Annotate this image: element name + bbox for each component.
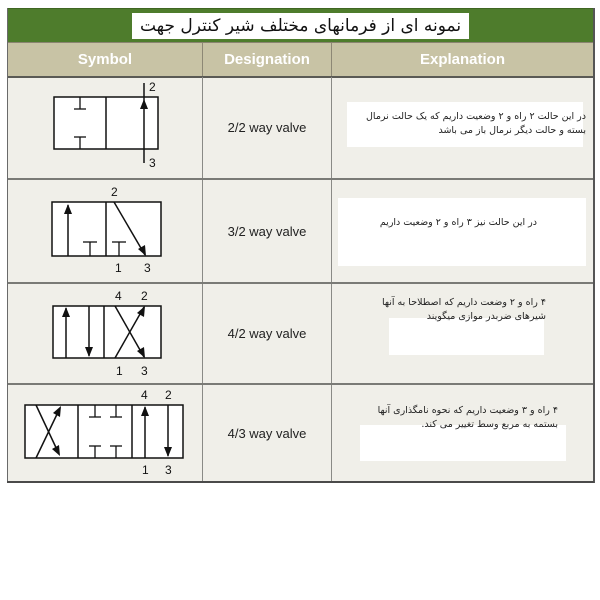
valve-table xyxy=(7,8,595,483)
table-row xyxy=(8,180,593,284)
explanation-line: در این حالت نیز ۳ راه و ۲ وضعیت داریم xyxy=(379,217,537,228)
port-label-1: 1 xyxy=(142,463,149,477)
explanation-text xyxy=(346,110,586,138)
table-bottom-border xyxy=(7,481,594,483)
port-label-2: 2 xyxy=(165,388,172,402)
explanation-line: ۴ راه و ۳ وضعیت داریم که نحوه نامگذاری آنها xyxy=(377,405,558,416)
port-label-4: 4 xyxy=(141,388,148,402)
explanation-line: بسته و حالت دیگر نرمال باز می باشد xyxy=(438,125,586,136)
port-label-2: 2 xyxy=(149,80,156,94)
port-label-3: 3 xyxy=(165,463,172,477)
explanation-line: بستمه به مربع وسط تغییر می کند. xyxy=(421,419,558,430)
port-label-3: 3 xyxy=(144,261,151,275)
designation-cell: 2/2 way valve xyxy=(203,77,332,178)
table-row xyxy=(8,284,593,385)
port-label-1: 1 xyxy=(116,364,123,378)
explanation-cell xyxy=(332,284,593,383)
symbol-cell xyxy=(8,284,203,383)
port-label-2: 2 xyxy=(111,185,118,199)
port-label-1: 1 xyxy=(115,261,122,275)
header-explanation: Explanation xyxy=(419,51,505,68)
symbol-cell xyxy=(8,385,203,481)
designation-cell: 4/2 way valve xyxy=(203,284,332,383)
valve-2-2-symbol-icon xyxy=(8,77,202,178)
port-label-3: 3 xyxy=(149,156,156,170)
explanation-text xyxy=(338,404,558,432)
valve-4-2-symbol-icon xyxy=(8,284,202,383)
symbol-cell xyxy=(8,77,203,178)
explanation-text xyxy=(346,296,546,324)
table-header-row xyxy=(8,42,593,78)
explanation-text xyxy=(337,216,537,230)
port-label-2: 2 xyxy=(141,289,148,303)
port-label-3: 3 xyxy=(141,364,148,378)
explanation-cell xyxy=(332,77,593,178)
explanation-cell xyxy=(332,385,593,481)
explanation-line: در این حالت ۲ راه و ۲ وضعیت داریم که یک حالت نرمال xyxy=(366,111,586,122)
explanation-box xyxy=(338,198,586,266)
title-bar xyxy=(8,8,593,43)
valve-3-2-symbol-icon xyxy=(8,180,202,282)
explanation-line: ۴ راه و ۲ وضعت داریم که اصطلاحا به آنها xyxy=(381,297,546,308)
table-row xyxy=(8,385,593,481)
designation-cell: 3/2 way valve xyxy=(203,180,332,282)
header-designation: Designation xyxy=(203,43,332,76)
designation-cell: 4/3 way valve xyxy=(203,385,332,481)
port-label-4: 4 xyxy=(115,289,122,303)
header-symbol: Symbol xyxy=(8,43,203,76)
valve-4-3-symbol-icon xyxy=(8,385,202,481)
table-title: نمونه ای از فرمانهای مختلف شیر کنترل جهت xyxy=(132,13,469,39)
table-row xyxy=(8,77,593,180)
explanation-line: شیرهای ضربدر موازی میگویند xyxy=(426,311,546,322)
symbol-cell xyxy=(8,180,203,282)
explanation-cell xyxy=(332,180,593,282)
